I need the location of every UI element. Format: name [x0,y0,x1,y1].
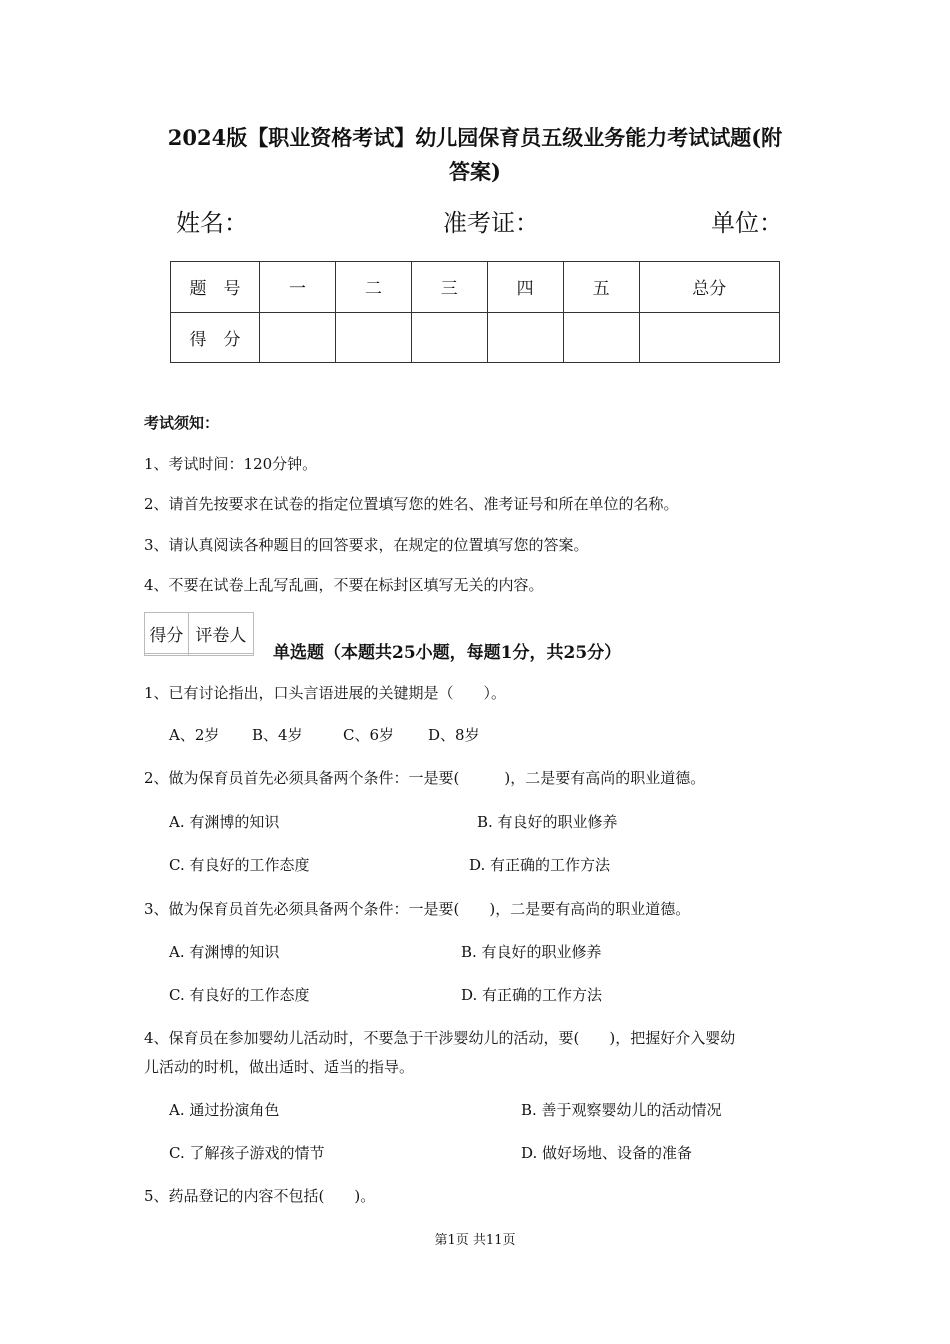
grader-box [144,612,254,656]
header-cell-3: 三 [411,262,487,313]
question-stem: 1、已有讨论指出，口头言语进展的关键期是（ ）。 [144,684,507,702]
header-cell-total: 总分 [639,262,779,313]
option[interactable]: D. 做好场地、设备的准备 [521,1144,693,1162]
option[interactable]: A. 通过扮演角色 [169,1101,280,1119]
grader-name-label: 评卷人 [188,613,253,654]
header-cell-1: 一 [260,262,336,313]
question-stem: 5、药品登记的内容不包括( )。 [144,1187,376,1205]
option[interactable]: A. 有渊博的知识 [169,813,280,831]
page-footer: 第1页 共11页 [434,1233,516,1248]
name-label: 姓名： [176,209,248,237]
score-table-score-row [171,312,780,363]
notice-heading: 考试须知： [144,414,220,432]
section-title: 单选题（本题共25小题，每题1分，共25分） [273,643,622,663]
grader-score-cell[interactable] [145,654,189,656]
option[interactable]: B. 有良好的职业修养 [461,943,602,961]
grader-score-label: 得分 [145,613,189,654]
option[interactable]: A. 有渊博的知识 [169,943,280,961]
question-stem: 3、做为保育员首先必须具备两个条件：一是要( )，二是要有高尚的职业道德。 [144,900,691,918]
header-cell-4: 四 [487,262,563,313]
option[interactable]: C. 有良好的工作态度 [169,856,310,874]
exam-title-line1: 2024版【职业资格考试】幼儿园保育员五级业务能力考试试题(附 [167,125,783,150]
option[interactable]: D、8岁 [428,726,480,744]
header-cell-5: 五 [563,262,639,313]
notice-item: 4、不要在试卷上乱写乱画，不要在标封区填写无关的内容。 [144,576,544,594]
notice-item: 3、请认真阅读各种题目的回答要求，在规定的位置填写您的答案。 [144,536,589,554]
notice-item: 1、考试时间：120分钟。 [144,455,318,473]
score-table [170,261,780,363]
option[interactable]: C、6岁 [343,726,395,744]
option[interactable]: B. 善于观察婴幼儿的活动情况 [521,1101,722,1119]
score-cell-1[interactable] [260,312,336,363]
exam-title-line2: 答案) [449,159,501,184]
question-stem: 2、做为保育员首先必须具备两个条件：一是要( )，二是要有高尚的职业道德。 [144,769,706,787]
score-cell-2[interactable] [335,312,411,363]
score-cell-5[interactable] [563,312,639,363]
grader-name-cell[interactable] [188,654,253,656]
option[interactable]: C. 有良好的工作态度 [169,986,310,1004]
score-row-label: 得 分 [171,312,260,363]
option[interactable]: D. 有正确的工作方法 [461,986,603,1004]
option[interactable]: D. 有正确的工作方法 [469,856,611,874]
option[interactable]: A、2岁 [169,726,220,744]
score-table-header-row [171,262,780,313]
option[interactable]: C. 了解孩子游戏的情节 [169,1144,325,1162]
header-cell-2: 二 [335,262,411,313]
header-cell-label: 题 号 [171,262,260,313]
notice-item: 2、请首先按要求在试卷的指定位置填写您的姓名、准考证号和所在单位的名称。 [144,495,679,513]
unit-label: 单位： [711,209,783,237]
score-cell-total[interactable] [639,312,779,363]
option[interactable]: B、4岁 [252,726,303,744]
score-cell-3[interactable] [411,312,487,363]
score-cell-4[interactable] [487,312,563,363]
exam-number-label: 准考证： [443,209,539,237]
question-stem: 4、保育员在参加婴幼儿活动时，不要急于干涉婴幼儿的活动，要( )，把握好介入婴幼 [144,1029,736,1047]
question-stem-continued: 儿活动的时机，做出适时、适当的指导。 [144,1058,415,1076]
option[interactable]: B. 有良好的职业修养 [477,813,618,831]
